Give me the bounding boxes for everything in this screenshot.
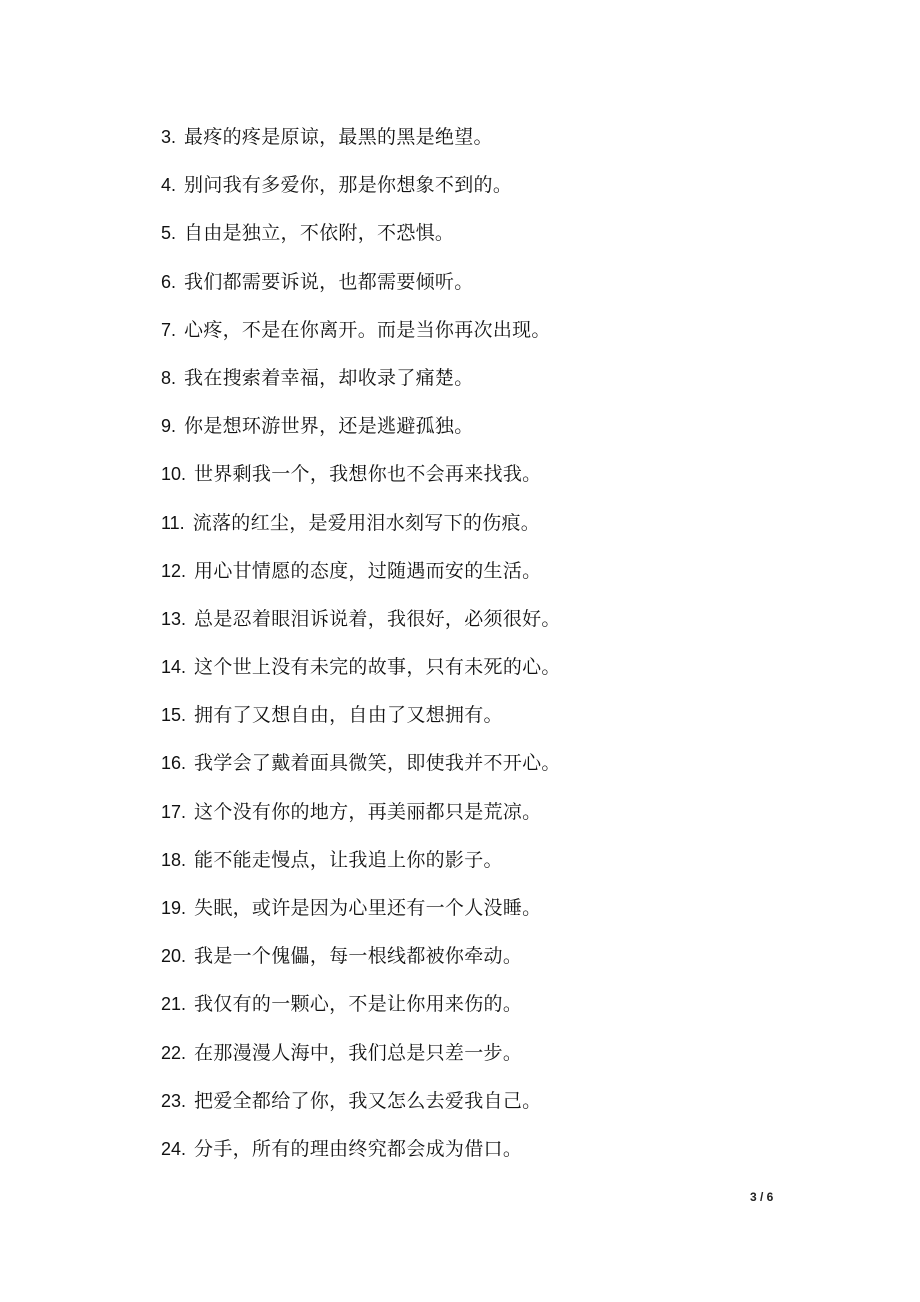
item-text: 最疼的疼是原谅，最黑的黑是绝望。 <box>184 126 493 148</box>
list-item <box>161 842 561 890</box>
item-number: 17. <box>161 801 187 822</box>
item-number: 12. <box>161 560 187 581</box>
item-number: 19. <box>161 898 187 918</box>
item-number: 16. <box>161 753 187 774</box>
item-text: 这个世上没有未完的故事，只有未死的心。 <box>194 656 561 679</box>
list-item <box>161 1083 561 1131</box>
item-text: 流落的红尘，是爱用泪水刻写下的伤痕。 <box>192 511 541 534</box>
item-text: 别问我有多爱你，那是你想象不到的。 <box>184 174 513 197</box>
item-number: 3. <box>161 127 177 147</box>
item-number: 10. <box>161 464 187 485</box>
item-number: 20. <box>161 946 187 967</box>
item-text: 我是一个傀儡，每一根线都被你牵动。 <box>194 945 523 968</box>
item-number: 6. <box>161 271 177 292</box>
list-item <box>161 938 561 986</box>
item-text: 心疼，不是在你离开。而是当你再次出现。 <box>184 318 551 341</box>
list-item <box>161 890 561 938</box>
item-text: 拥有了又想自由，自由了又想拥有。 <box>194 704 503 727</box>
item-text: 用心甘情愿的态度，过随遇而安的生活。 <box>194 559 542 582</box>
list-item <box>161 408 561 456</box>
item-number: 18. <box>161 849 187 870</box>
item-number: 7. <box>161 319 177 340</box>
list-item <box>161 745 561 793</box>
item-text: 能不能走慢点，让我追上你的影子。 <box>194 848 503 871</box>
list-item <box>161 505 561 553</box>
item-number: 21. <box>161 994 187 1015</box>
item-text: 在那漫漫人海中，我们总是只差一步。 <box>194 1041 523 1064</box>
list-item <box>161 264 561 312</box>
item-text: 把爱全都给了你，我又怎么去爱我自己。 <box>194 1089 542 1112</box>
item-text: 我们都需要诉说，也都需要倾听。 <box>184 270 474 293</box>
list-item <box>161 697 561 745</box>
list-item <box>161 986 561 1034</box>
list-item <box>161 456 561 504</box>
quote-list <box>161 119 561 1179</box>
list-item <box>161 553 561 601</box>
page-number: 3 / 6 <box>750 1190 774 1204</box>
item-text: 我仅有的一颗心，不是让你用来伤的。 <box>194 993 523 1016</box>
list-item <box>161 649 561 697</box>
item-number: 8. <box>161 367 177 388</box>
list-item <box>161 1035 561 1083</box>
item-text: 总是忍着眼泪诉说着，我很好，必须很好。 <box>194 607 561 630</box>
item-text: 我在搜索着幸福，却收录了痛楚。 <box>184 366 474 389</box>
item-text: 分手，所有的理由终究都会成为借口。 <box>194 1137 523 1160</box>
list-item <box>161 1131 561 1179</box>
list-item <box>161 215 561 263</box>
item-number: 11. <box>161 512 185 533</box>
item-number: 9. <box>161 416 177 437</box>
item-number: 23. <box>161 1090 187 1111</box>
list-item <box>161 794 561 842</box>
item-number: 24. <box>161 1138 187 1159</box>
item-number: 5. <box>161 223 177 244</box>
list-item <box>161 167 561 215</box>
item-number: 22. <box>161 1042 187 1063</box>
item-text: 你是想环游世界，还是逃避孤独。 <box>184 415 474 438</box>
item-text: 世界剩我一个，我想你也不会再来找我。 <box>194 463 542 486</box>
item-text: 失眠，或许是因为心里还有一个人没睡。 <box>194 897 542 919</box>
item-text: 这个没有你的地方，再美丽都只是荒凉。 <box>194 800 542 823</box>
list-item <box>161 360 561 408</box>
item-number: 14. <box>161 657 187 678</box>
list-item <box>161 119 561 167</box>
item-number: 4. <box>161 175 177 196</box>
item-text: 自由是独立，不依附，不恐惧。 <box>184 222 455 245</box>
item-text: 我学会了戴着面具微笑，即使我并不开心。 <box>194 752 561 775</box>
item-number: 13. <box>161 608 187 629</box>
list-item <box>161 312 561 360</box>
item-number: 15. <box>161 705 187 726</box>
list-item <box>161 601 561 649</box>
